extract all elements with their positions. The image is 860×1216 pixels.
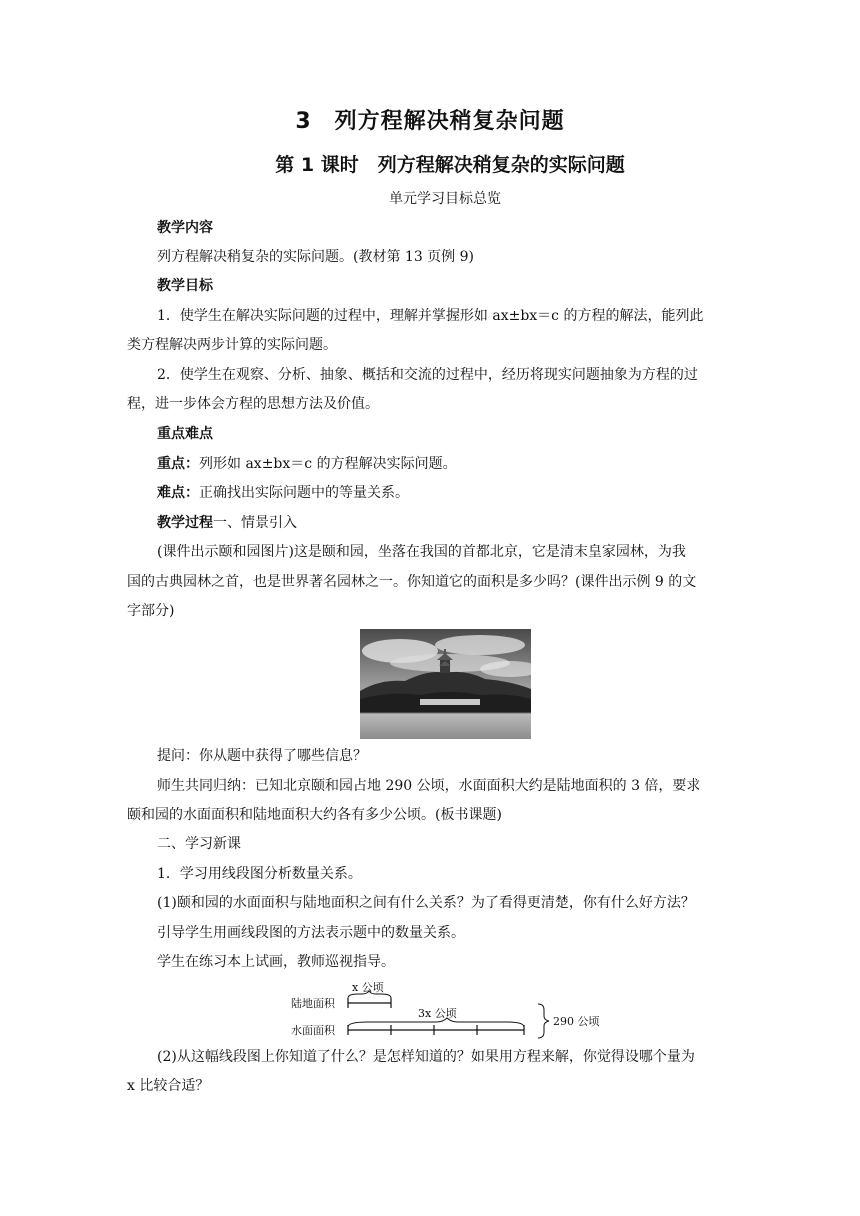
question-ask: 提问：你从题中获得了哪些信息？ [157, 748, 367, 764]
difficult-point-text: 正确找出实际问题中的等量关系。 [199, 485, 409, 501]
heading-key-points: 重点难点 [157, 426, 213, 442]
summer-palace-photo [360, 629, 531, 739]
summary-line-1: 师生共同归纳：已知北京颐和园占地 290 公顷，水面面积大约是陆地面积的 3 倍，要求 [157, 778, 701, 794]
summary-line-2: 颐和园的水面面积和陆地面积大约各有多少公顷。(板书课题) [127, 807, 502, 823]
question-2-line-1: (2)从这幅线段图上你知道了什么？是怎样知道的？如果用方程来解，你觉得设哪个量为 [157, 1049, 695, 1065]
difficult-point-label: 难点： [157, 485, 199, 501]
total-area-label: 290 公顷 [553, 1015, 600, 1028]
goal-2-line-2: 程，进一步体会方程的思想方法及价值。 [127, 396, 379, 412]
intro-line-2: 国的古典园林之首，也是世界著名园林之一。你知道它的面积是多少吗？(课件出示例 9 的文 [127, 574, 697, 590]
process-subheading: 一、情景引入 [213, 515, 297, 531]
question-1: (1)颐和园的水面面积与陆地面积之间有什么关系？为了看得更清楚，你有什么好方法？ [157, 895, 695, 911]
question-2-line-2: x 比较合适？ [127, 1078, 210, 1094]
practice-text: 学生在练习本上试画，教师巡视指导。 [157, 954, 395, 970]
section-title: 3 列方程解决稍复杂问题 [295, 109, 565, 134]
goal-2-line-1: 2．使学生在观察、分析、抽象、概括和交流的过程中，经历将现实问题抽象为方程的过 [157, 367, 698, 383]
key-point-text: 列形如 ax±bx＝c 的方程解决实际问题。 [199, 456, 457, 472]
section-2-heading: 二、学习新课 [157, 836, 241, 852]
teaching-process [157, 513, 737, 533]
water-area-3x-label: 3x 公顷 [418, 1007, 457, 1020]
land-area-label: 陆地面积 [291, 997, 335, 1010]
heading-teaching-content: 教学内容 [157, 220, 213, 236]
land-area-x-label: x 公顷 [352, 981, 384, 994]
intro-line-1: (课件出示颐和园图片)这是颐和园，坐落在我国的首都北京，它是清末皇家园林，为我 [157, 544, 686, 560]
step-1: 1．学习用线段图分析数量关系。 [157, 866, 362, 882]
heading-teaching-goals: 教学目标 [157, 278, 213, 294]
goal-1-line-1: 1．使学生在解决实际问题的过程中，理解并掌握形如 ax±bx＝c 的方程的解法，能列此 [157, 308, 704, 324]
difficult-point [157, 483, 737, 503]
water-area-label: 水面面积 [291, 1024, 335, 1037]
guide-text: 引导学生用画线段图的方法表示题中的数量关系。 [157, 925, 465, 941]
teaching-content-text: 列方程解决稍复杂的实际问题。(教材第 13 页例 9) [157, 249, 474, 265]
lesson-title: 第 1 课时 列方程解决稍复杂的实际问题 [275, 154, 625, 176]
goal-1-line-2: 类方程解决两步计算的实际问题。 [127, 337, 337, 353]
heading-teaching-process: 教学过程 [157, 515, 213, 531]
line-segment-diagram [288, 980, 618, 1042]
intro-line-3: 字部分) [127, 603, 175, 619]
key-point-label: 重点： [157, 456, 199, 472]
overview-heading: 单元学习目标总览 [389, 191, 501, 207]
key-point [157, 454, 737, 474]
